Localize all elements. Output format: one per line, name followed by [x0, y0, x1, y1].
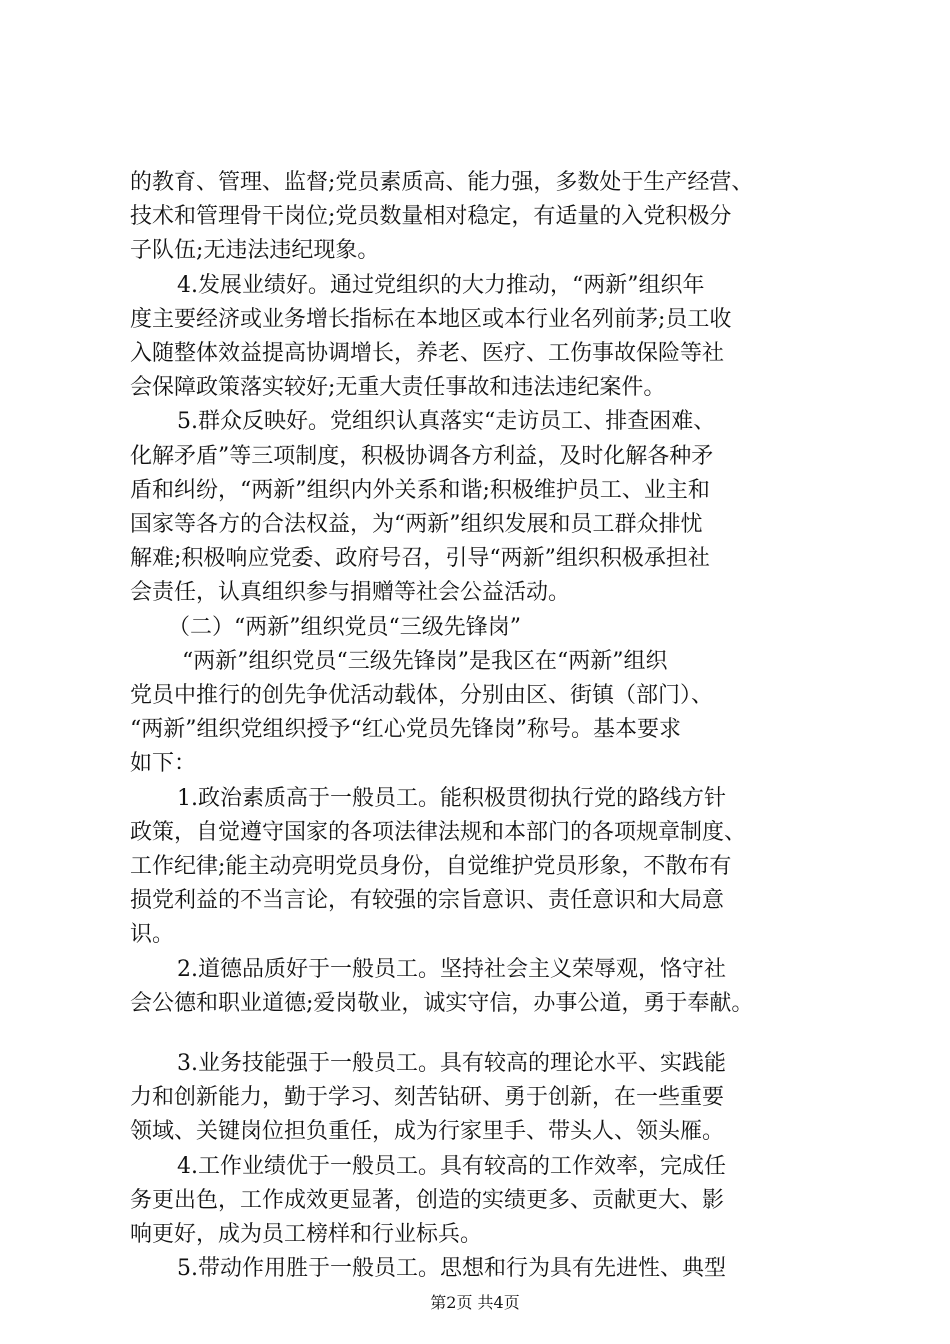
- text-line: 入随整体效益提高协调增长，养老、医疗、工伤事故保险等社: [130, 341, 725, 366]
- text-line: 工作纪律;能主动亮明党员身份，自觉维护党员形象，不散布有: [130, 854, 732, 879]
- text-line: 度主要经济或业务增长指标在本地区或本行业名列前茅;员工收: [130, 306, 732, 332]
- text-line: 5.群众反映好。党组织认真落实“走访员工、排查困难、: [177, 409, 716, 435]
- text-line: 识。: [130, 922, 175, 948]
- text-line: 技术和管理骨干岗位;党员数量相对稳定，有适量的入党积极分: [130, 204, 732, 230]
- text-line: 政策，自觉遵守国家的各项法律法规和本部门的各项规章制度、: [130, 819, 747, 845]
- text-line: 2.道德品质好于一般员工。坚持社会主义荣辱观，恪守社: [177, 956, 726, 982]
- text-line: 盾和纠纷，“两新”组织内外关系和谐;积极维护员工、业主和: [130, 477, 710, 503]
- text-line: 务更出色，工作成效更显著，创造的实绩更多、贡献更大、影: [130, 1187, 725, 1213]
- section-heading: （二）“两新”组织党员“三级先锋岗”: [168, 614, 521, 640]
- text-line: “两新”组织党员“三级先锋岗”是我区在“两新”组织: [182, 648, 668, 674]
- text-line: 损党利益的不当言论，有较强的宗旨意识、责任意识和大局意: [130, 888, 725, 914]
- text-line: 5.带动作用胜于一般员工。思想和行为具有先进性、典型: [177, 1256, 726, 1282]
- text-line: “两新”组织党组织授予“红心党员先锋岗”称号。基本要求: [130, 717, 681, 743]
- text-line: 领域、关键岗位担负重任，成为行家里手、带头人、领头雁。: [130, 1119, 725, 1145]
- text-line: 国家等各方的合法权益，为“两新”组织发展和员工群众排忧: [130, 512, 703, 537]
- text-line: 力和创新能力，勤于学习、刻苦钻研、勇于创新，在一些重要: [130, 1085, 725, 1111]
- text-line: 4.工作业绩优于一般员工。具有较高的工作效率，完成任: [177, 1153, 726, 1179]
- text-line: 子队伍;无违法违纪现象。: [130, 238, 380, 264]
- text-line: 3.业务技能强于一般员工。具有较高的理论水平、实践能: [177, 1051, 726, 1076]
- text-line: 解难;积极响应党委、政府号召，引导“两新”组织积极承担社: [130, 546, 710, 572]
- text-line: 化解矛盾”等三项制度，积极协调各方利益，及时化解各种矛: [130, 443, 714, 469]
- text-line: 如下：: [130, 751, 197, 777]
- text-line: 响更好，成为员工榜样和行业标兵。: [130, 1222, 483, 1247]
- text-line: 会公德和职业道德;爱岗敬业，诚实守信，办事公道，勇于奉献。: [130, 990, 754, 1016]
- text-line: 会责任，认真组织参与捐赠等社会公益活动。: [130, 580, 571, 606]
- text-line: 4.发展业绩好。通过党组织的大力推动，“两新”组织年: [177, 272, 705, 298]
- text-line: 1.政治素质高于一般员工。能积极贯彻执行党的路线方针: [177, 785, 726, 811]
- text-line: 党员中推行的创先争优活动载体，分别由区、街镇（部门）、: [130, 683, 714, 708]
- text-line: 的教育、管理、监督;党员素质高、能力强，多数处于生产经营、: [130, 170, 754, 195]
- text-line: 会保障政策落实较好;无重大责任事故和违法违纪案件。: [130, 375, 666, 401]
- page-number-footer: 第2页 共4页: [430, 1293, 520, 1313]
